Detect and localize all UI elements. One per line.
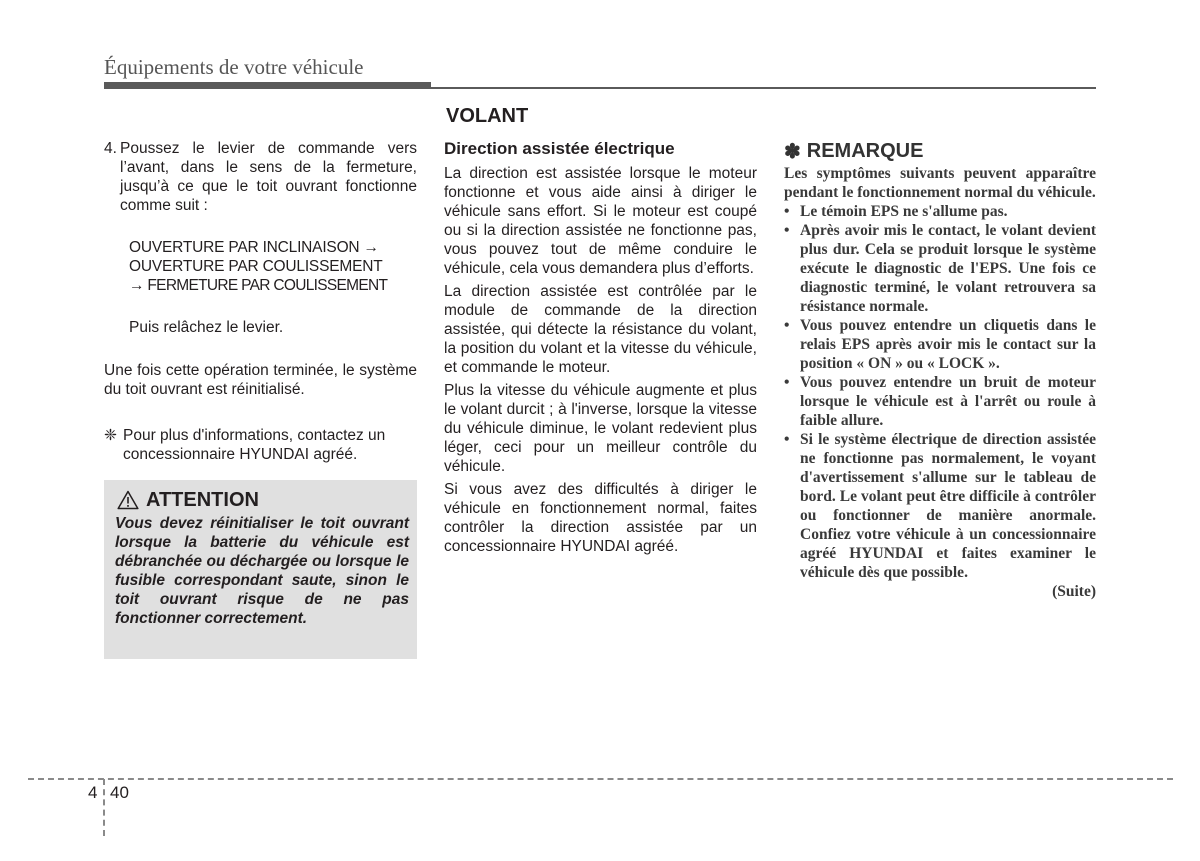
warning-triangle-icon	[117, 490, 139, 510]
remark-header	[784, 139, 923, 164]
sequence-line: → FERMETURE PAR COULISSEMENT	[129, 277, 388, 294]
header-rule-thick	[104, 82, 431, 89]
section-heading: VOLANT	[446, 105, 529, 127]
bullet-icon: •	[784, 374, 790, 391]
step-item	[104, 139, 417, 215]
list-item-text: Si le système électrique de direction assistée ne fonctionne pas normalement, le voyant d'avertissement s'allume sur le tableau de bord. Le volant peut être difficile à contrôler ou fonctionner de manière anormale. Confiez votre véhicule à un concessionnaire agréé HYUNDAI et faites examiner le véhicule dès que possible.	[800, 431, 1096, 581]
list-item	[784, 373, 1096, 430]
page-number: 40	[110, 783, 129, 802]
asterisk-mark-icon: ❈	[104, 427, 117, 444]
list-item	[784, 202, 1096, 221]
bullet-icon: •	[784, 203, 790, 220]
section-subheading: Direction assistée électrique	[444, 139, 675, 158]
continued-label: (Suite)	[1052, 583, 1096, 600]
bullet-icon: •	[784, 431, 790, 448]
list-item	[784, 316, 1096, 373]
paragraph: Plus la vitesse du véhicule augmente et plus le volant durcit ; à l'inverse, lorsque la vitesse du véhicule diminue, le volant redevient plus léger, ceci pour un meilleur contrôle du véhicule.	[444, 382, 757, 475]
bullet-icon: •	[784, 222, 790, 239]
sequence-line: OUVERTURE PAR COULISSEMENT	[129, 258, 383, 275]
paragraph: La direction assistée est contrôlée par le module de commande de la direction assistée, qui détecte la résistance du volant, la position du volant et la vitesse du véhicule, et commande le moteur.	[444, 283, 757, 376]
list-item-text: Vous pouvez entendre un bruit de moteur lorsque le véhicule est à l'arrêt ou roule à faible allure.	[800, 374, 1096, 429]
header-rule-thin	[431, 87, 1096, 89]
remark-list	[784, 202, 1096, 582]
remark-title: REMARQUE	[806, 140, 924, 162]
list-item	[784, 221, 1096, 316]
step-number: 4.	[104, 140, 117, 157]
more-info-note	[104, 426, 417, 464]
sequence-line: OUVERTURE PAR INCLINAISON →	[129, 239, 379, 256]
more-info-text: Pour plus d'informations, contactez un concessionnaire HYUNDAI agréé.	[123, 427, 386, 463]
list-item-text: Le témoin EPS ne s'allume pas.	[800, 203, 1008, 220]
step-text: Poussez le levier de commande vers l’avant, dans le sens de la fermeture, jusqu’à ce que le toit ouvrant fonctionne comme suit :	[120, 140, 417, 214]
section-body	[444, 164, 757, 560]
paragraph: Si vous avez des difficultés à diriger le véhicule en fonctionnement normal, faites contrôler la direction assistée par un concessionnaire HYUNDAI agréé.	[444, 481, 757, 555]
operation-sequence	[129, 238, 419, 295]
footer-vertical-rule	[103, 779, 105, 836]
list-item	[784, 430, 1096, 582]
footer-dashed-rule	[28, 778, 1173, 780]
remark-star-icon: ✽	[784, 141, 801, 163]
attention-box	[104, 480, 417, 659]
attention-body: Vous devez réinitialiser le toit ouvrant lorsque la batterie du véhicule est débranchée ou déchargée ou lorsque le fusible correspondant saute, sinon le toit ouvrant risque de ne pas fonctionner correctement.	[115, 515, 409, 627]
attention-title: ATTENTION	[146, 488, 259, 511]
bullet-icon: •	[784, 317, 790, 334]
list-item-text: Vous pouvez entendre un cliquetis dans le relais EPS après avoir mis le contact sur la position « ON » ou « LOCK ».	[800, 317, 1096, 372]
reset-note: Une fois cette opération terminée, le système du toit ouvrant est réinitialisé.	[104, 362, 417, 398]
attention-header	[117, 490, 409, 510]
release-instruction: Puis relâchez le levier.	[129, 319, 284, 336]
paragraph: La direction est assistée lorsque le moteur fonctionne et vous aide ainsi à diriger le véhicule sans effort. Si le moteur est coupé ou si la direction assistée ne fonctionne pas, vous pouvez tout de même conduire le véhicule, cela vous demandera plus d’efforts.	[444, 165, 757, 277]
page-header-title: Équipements de votre véhicule	[104, 55, 364, 79]
list-item-text: Après avoir mis le contact, le volant devient plus dur. Cela se produit lorsque le système exécute le diagnostic de l'EPS. Une fois ce diagnostic terminé, le volant retrouvera sa résistance normale.	[800, 222, 1096, 315]
remark-body	[784, 164, 1096, 601]
chapter-number: 4	[88, 783, 98, 802]
remark-intro: Les symptômes suivants peuvent apparaître pendant le fonctionnement normal du véhicule.	[784, 165, 1096, 201]
